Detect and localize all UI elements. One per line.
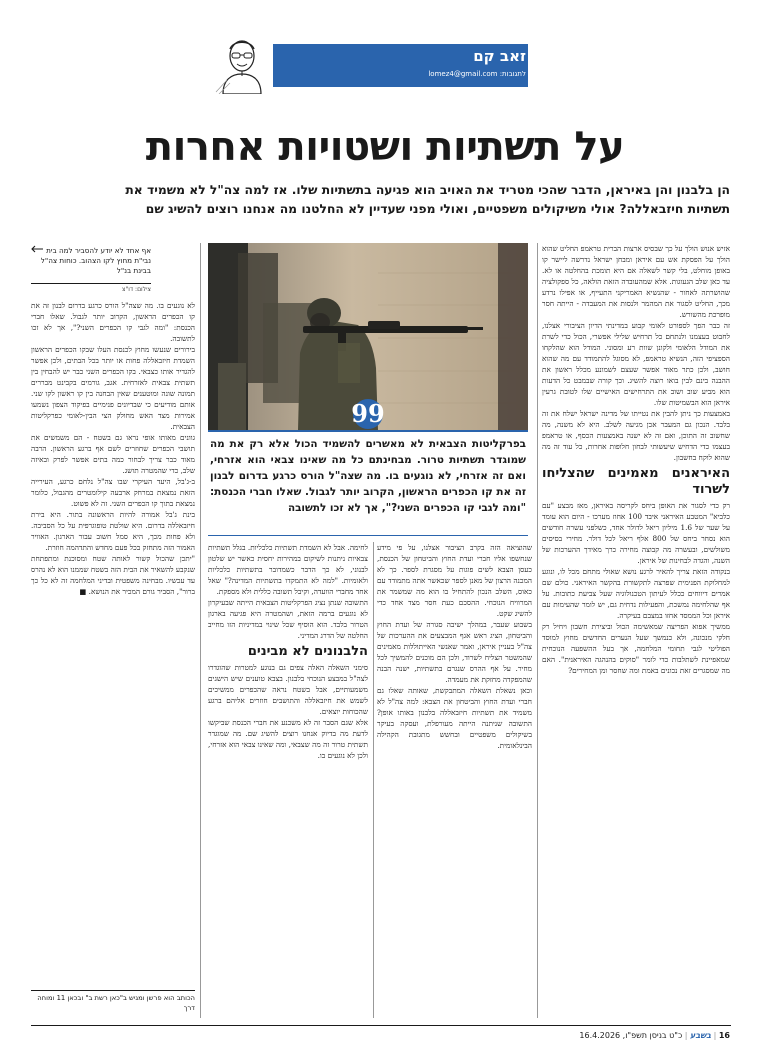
footer-rule (31, 1025, 731, 1026)
author-contact (273, 70, 526, 84)
left-arrow-icon (31, 238, 43, 246)
section-heading: האיראנים מאמינים שהצליחו לשרוד (542, 466, 730, 497)
paragraph: בירורים שנעשו מחוץ לכנסת העלו שבקו הכפרים הראשון השמדת חיזבאללה פחות או יותר בכל הבתים, ולכן אפשר להגדיר אותו כצבאי. בקו הכפרים השני כבר יש להבחין בין תשתית צבאית לאזרחית. אגב, גורמים בקבינט מבררים תמונה שונה ומוטענים שאין הבחנה בין קו ראשון לקו שני. אותם מודיעים כי שבדיונים פנימיים בפיקוד הצפון נשמעו אמירות מצד האש מחולק הצי הבין-לאומי כפרקליטות הצבאית. (31, 345, 195, 431)
caption-rule (31, 283, 151, 284)
author-bio: הכותב הוא פרשן ומגיש ב"כאן רשת ב" ובכאן 11 ומוחה דרך (37, 994, 195, 1012)
paragraph: זה כבר הפך לספורט לאומי קבוע במדינתי הדיון הציבורי אצלנו, לחבוט בעצמנו ולנתחם כל תרחיש שלילי אפשרי, הכול כדי לשרת את המודל הלאומי ולקונן שוות רע ומסוני. המודל הוא שהלקחו הספציפי הזה, הנשיא טראמפ, לא מסוגל להתמודד עם מה שהוא חושב, ולכן כתר מאוד אפשר שעצם לשמונע מכלל ראשון את ההבנה בינם לבין בואו רוצה להשיג. וכך קורה שבמבט כל הדעות הוא מביע שוב ושוב את התרחישים האישיים שלו לטובת גרעין איראן הוא הבשמיטות שלו. (542, 321, 730, 407)
paragraph: גוונים מאותו אופי נראו גם בשטח - הם משמשים את תושבי הכפרים שחוזרים לשם אף ברגע הראשון. הרבה מאוד כבר צריך לבחור כמה בתים אפשר לפרק ובאיזה שלב, כדי שהמטרה תושג. (31, 433, 195, 475)
subheadline: הן בלבנון והן באיראן, הדבר שהכי מטריד את האויב הוא פגיעה בתשתיות שלו. אז למה צה"ל לא משמיד את תשתיות חיזבאללה? אולי משיקולים משפטיים, ואולי מפני שעדיין לא החלטנו מה אנחנו רוצים להשיג שם (125, 183, 730, 216)
author-portrait-icon (213, 34, 271, 94)
svg-text:99: 99 (352, 399, 384, 428)
paragraph: לא נוגעים בו. מה שצה"ל הורס כרגע בדרום לבנון זה את קו הכפרים הראשון, הקרוב יותר לגבול. שאלו חברי הכנסת: "ומה לגבי קו הכפרים השני?", אך לא זכו לתשובה. (31, 301, 195, 343)
contact-label: לתגובות: (499, 70, 526, 78)
paragraph: וכאן נשאלת השאלה המתבקשת, שאותה שאלו גם חברי ועדת החוץ והביטחון את הצבא: למה צה"ל לא משמיד את תשתיות חיזבאללה בלבנון באותו אופן? התשובה שניתנה הייתה מעורפלת, ועסקה בעיקר בשיקולים משפטיים ובחשש מתגובת הקהילה הבינלאומית. (377, 686, 532, 750)
paragraph: סימני השאלה האלה צפים גם בנוגע למטרות שהוגדרו לצה"ל במבצע הנוכחי בלבנון. בצבא טוענים שיש הישגים משמעותיים, אבל בשטח נראה שהכפרים ממשיכים לשמש את חיזבאללה והתושבים חוזרים אליהם ברגע שהכוחות יוצאים. (208, 663, 368, 716)
pull-quote: בפרקליטות הצבאית לא מאשרים להשמיד הכול אלא רק את מה שמוגדר תשתיות טרור. מבחינתם כל מה שאינו צבאי הוא אזרחי, ואם זה אזרחי, לא נוגעים בו. מה שצה"ל הורס כרגע בדרום לבנון זה את קו הכפרים הראשון, הקרוב יותר לגבול. שאלו חברי הכנסת: "ומה לגבי קו הכפרים השני?", אך לא זכו לתשובה (210, 438, 526, 514)
paragraph: בנקודה הזאת צריך להאיר לרגע נושא שאולי מתחם מכל לו, ונוגע למחלוקת הפנימית שפרצה לתקשורת בהקשר האיראני. כולם שם אמרים דיווחים ככלל לעיתון הטכנולוגיה שעל צביעת כתובות. על אף שהלחימה נמשכת, והפעילות נדחית גם, יש לומר שהעימות עם איראן וכל הממסד אחזו במצבם בעיקרה. (542, 567, 730, 620)
column-rule-3 (200, 243, 201, 1018)
left-column (31, 300, 195, 980)
middle-column (377, 542, 532, 1018)
photo-caption: אף אחד לא יודע להסביר למה בית נבי"ת מחוץ לקו הצהוב. כוחות צה"ל בבינת בנ"ל (40, 246, 151, 275)
paragraph: שהוציאה הזה בקרב הציבור אצלנו, על פי מידע שנחשפו אליו חברי ועדת החוץ והביטחון של הכנסת, כעסן הצבא לשים פוגות על מסגרת לספר. כך לא המכנה הרצון של מאנן לספר שכאשר אתה מתמודד עם כאוס, השלב הנכון להתחיל בו הוא מה שמשמר את המרוויח הנוכחי. ההסכם כעת חסר מצד אחד כדי להשיג שקט. (377, 543, 532, 618)
magazine-name: בשבע (689, 1031, 712, 1040)
paragraph: בשבוע שעבר, במהלך ישיבה סגורה של ועדת החוץ והביטחון, הציג ראש אגף המבצעים את ההערכות של צה"ל בעניין איראן, ואמר שאנשי האייתוללות מאמינים שהמשטר הצליח לשרוד, ולכן הם מוכנים להמשיך לכל מחיר. על אף ההרס שנגרם בתשתיות, ישנה הבנה שהמפקדה מחזקת את מעמדה. (377, 620, 532, 684)
right-column (542, 243, 730, 1018)
paragraph: באמצעות כך ניתן להבין את נטייתו של מדינה ישראל ישלח את זה בלבד. הנכון גם המעבר אכן מגיעה לשלב. היא לא משנה, מה שחשוב זה התוכן, ואם זה לא ישנה באמצעות הכסף, או טראמפ בעצמו כדי הדחיש שיעשותי לבחון חלופות אחרות, כל עוד זה מה שהוא לוקח בחשבון. (542, 409, 730, 462)
paragraph: התשובה שנתן נציג הפרקליטות הצבאית הייתה שבעיקרון לא נוגעים ברמה הזאת, ושהמטרה היא פגיעה בארגון הטרור בלבד. הוא הוסיף שכל שינוי במדיניות הזו מחייב החלטה של הדרג המדיני. (208, 598, 368, 640)
column-rule-1 (537, 243, 538, 1018)
paragraph: ממשיך אפוא הפריצה שמאשימה הכול וביצירת חשבון ויחיל רק חלקי מנכונה, ולא כנמשך שעל הנערים החדשים מחוץ למוסד הפוליטי לגבי תחומי המלחמה, אך בעל ההשפעה הנוכחית שמאפיינת לשתלבות כדי לומר "סוקים בהנהגה האיראנית". האם מה שמסגרים זאת נכונים באמת ומה שחסר ומן המחירים? (542, 622, 730, 675)
issue-date: כ"ט בניסן תשפ"ו, 16.4.2026 (579, 1031, 683, 1040)
page-number: 16 (718, 1031, 730, 1040)
middle-left-column (208, 542, 368, 1018)
paragraph: "יתכן שהכול קשור לאותה שטח ומסוכנת ומתפתחת שנקבע להשאיר את הבית הזה בשטח שממנו הוא לא נהרס עד עכשיו. מבחינה משפטית ובדיני המלחמה זה לא כל כך ברור", הסביר גורם המכיר את הנושא. ■ (31, 554, 195, 596)
quote-marks-icon (352, 398, 384, 430)
photo-border-bottom (208, 430, 528, 432)
paragraph: ב-ג'בל, היעד העיקרי שבו צה"ל נלחם כרגע, העירייה הזאת נמצאת במרחק ארבעה קילומטרים מהגבול, כלומר נמצאת בתוך קו הכפרים השני. זה לא פשוט. (31, 477, 195, 508)
paragraph: רק כדי לסגור את האופן ביחס לקריסה באיראן, מאז מבצע "עם כלביא" המטבע האיראני איבד 100 אחוז מערכו - היום הוא עומד על שער של 1.6 מיליון ריאל לדולר אחד, כשלפני עשרה חודשים הוא נסחר ביחס של 800 אלף ריאל לכל דולר. מחירי בסיסים משולשים, ובעשרה מה קבוצה מחירה כרך מאידך ההערכות של השנה, והגדה לבחינות של איראן. (542, 501, 730, 565)
bio-rule (31, 990, 195, 991)
section-heading: הלבנונים לא מבינים (247, 644, 368, 659)
contact-email[interactable]: lomez4@gmail.com (428, 70, 498, 78)
paragraph: אלא שגם הסבר זה לא משכנע את חברי הכנסת שביקשו לדעת מה בדיוק אנחנו רוצים להשיג שם. מה שמוגדר תשתית טרור זה מה שצבאי, ומה שאינו צבאי הוא אזרחי, ולכן לא נוגעים בו. (208, 718, 368, 760)
paragraph: בינת ג'בל אמורה להיות הראשונה בתור. היא בירת חיזבאללה בדרום. היא שולטת טופוגרפית על כל הסביבה. ולא פחות מכך, היא סמל חשוב עבור הארגון. האוויר האמור הזה מתחזק בכל פעם מחדש והתדהמה חוזרת. (31, 510, 195, 552)
pull-quote-rule (208, 535, 528, 536)
column-rule-2 (373, 542, 374, 1018)
paragraph: לחימה. אבל לא השמדת תשתיות כלכליות. בגלל תשתיות צבאיות ניתנות לשיקום במהירות יחסית כאשר יש שלטון לבנוני, לא כך הדבר כשמדובר בתשתיות כלכליות ולאומיות. "למה לא התמקדו בתשתיות המדינה?" שאל אחד מחברי הוועדה, וקיבל תשובה כללית ולא מספקת. (208, 543, 368, 596)
footer: 16 | בשבע | כ"ט בניסן תשפ"ו, 16.4.2026 (579, 1031, 730, 1040)
headline: על תשתיות ושטויות אחרות (145, 124, 625, 170)
paragraph: אזיש אנוש הולך על כך שבסיס ארצות הברית טראמפ החליט שהוא הולך על הפסקת אש עם איראן ומבחן ישראל נדרשה ליישר קו באופן מוחלט, בלי קשר לשאלה אם היא תומכת בהחלטה או לא. עד כאן שלב הגעוגות. אלא שמהעובדה הזאת הולאה, כל ספקולציה שהושרתה לאחור - שהנשיא האמריקני התעייף, או אפילו נרדע מכך, החליט לסגור את המהמר ולנסות את המעבדה - הייתה חסר מופרכת מהשורש. (542, 244, 730, 319)
author-name: זאב קם (473, 47, 526, 65)
photo-credit: צילום: דו"צ (121, 286, 151, 293)
